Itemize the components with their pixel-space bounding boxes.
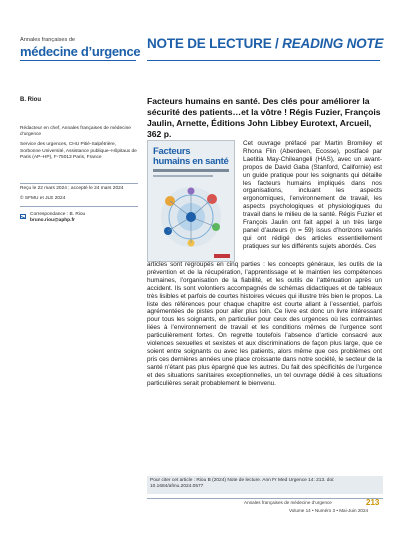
book-cover (147, 140, 235, 262)
affiliation-hospital: Service des urgences, CHU Pitié-Salpêtrière, Sorbonne Université, Assistance publique–Hôpitaux de Paris (AP–HP), F-75013 Paris, France (20, 142, 137, 160)
article-body-intro: Cet ouvrage préfacé par Martin Bromiley et Rhona Flin (Aberdeen, Ecosse), postfacé par Laetitia May-Chileangeli (HAS), avec un avant-propos de David Gaba (Stanford, Californie) est un guide pratique pour les soignants qui détaille les facteurs humains impliqués dans nos organisations, incluant les aspects ergonomiques, l’environnement de travail, les aspects psychologiques et physiologiques du travail dans le milieu de la santé. Régis Fuzier et François Jaulin ont fait appel à un très large panel d’auteurs (n = 59) issus d’horizons variés qui ont rédigé des articles essentiellement pratiques sur les différents sujets abordés. Ces (243, 140, 382, 250)
section-title-fr: NOTE DE LECTURE / (147, 36, 283, 51)
cover-illustration (156, 183, 226, 249)
divider (20, 183, 138, 184)
article-title: Facteurs humains en santé. Des clés pour améliorer la sécurité des patients…et la vôtre ! Régis Fuzier, François Jaulin, Arnette, Éditions John Libbey Eurotext, Arcueil, 362 p. (147, 96, 381, 139)
header-rule-right (147, 60, 380, 61)
envelope-icon (20, 214, 26, 219)
journal-name-small: Annales françaises de (20, 37, 76, 43)
correspondence-email[interactable]: bruno.riou@aphp.fr (30, 218, 75, 224)
footer-journal-name: Annales françaises de médecine d’urgence (244, 500, 332, 505)
divider (20, 206, 138, 207)
section-title-en: READING NOTE (282, 36, 384, 51)
author-affiliations (20, 126, 138, 165)
cover-title-line1: Facteurs (153, 146, 191, 157)
cover-title (153, 147, 228, 166)
cover-subtitle-bar (153, 169, 229, 172)
footer-volume: Volume 14 • Numéro 3 • Mai-Juin 2024 (289, 508, 369, 513)
cover-publisher-logo (214, 254, 230, 258)
section-title (147, 36, 383, 51)
footer-rule (147, 498, 383, 499)
page-number: 213 (366, 498, 380, 507)
copyright: © SFMU et JLE 2024 (20, 196, 66, 201)
received-dates: Reçu le 22 mars 2024 ; accepté le 24 mars 2024 (20, 186, 124, 191)
header-rule-left (20, 60, 136, 61)
author-name: B. Riou (20, 97, 41, 103)
citation-text: Pour citer cet article : Riou B (2024) Note de lecture. Ann Fr Med Urgence 14: 213. doi: 10.1684/afmu.2024.0577 (150, 478, 335, 489)
correspondence (30, 212, 85, 224)
cover-title-line2: humains en santé (153, 155, 229, 167)
article-body: articles sont regroupés en cinq parties : les concepts généraux, les outils de la prévention et de la récupération, l’apprentissage et le maintien les compétences humaines, l’organisation de la fiabilité, et les outils de l’atténuation après un accident. Ils sont volontiers accompagnés de schémas didactiques et de tableaux très lisibles et parfois de courtes histoires vécues qui illustre très bien le propos. La liste des références pour chaque chapitre est courte allant à l’essentiel, parfois agrémentées de pistes pour aller plus loin. Ce livre est donc un livre intéressant pour tous les soignants, en particulier pour ceux des urgences où les contraintes liées à l’environnement de travail et les conditions mêmes de l’urgence sont particulièrement fortes. On regrette toutefois l’absence d’article consacré aux violences sexuelles et sexistes et aux discriminations de façon plus large, que ce soient entre soignants ou avec les patients, alors même que ces problèmes ont pris ces dernières années une place croissante dans notre société, le secteur de la santé n’étant pas plus épargné que les autres. Du fait des spécificités de l’urgence et des situations sanitaires exceptionnelles, un tel ouvrage dédié à ces situations particulières serait probablement le bienvenu. (147, 261, 382, 387)
correspondence-label: Correspondance : B. Riou (30, 212, 86, 217)
affiliation-editor: Rédacteur en chef, Annales françaises de médecine d’urgence (20, 126, 131, 138)
cover-subtitle-bar (153, 175, 213, 177)
journal-name: médecine d’urgence (20, 44, 141, 59)
